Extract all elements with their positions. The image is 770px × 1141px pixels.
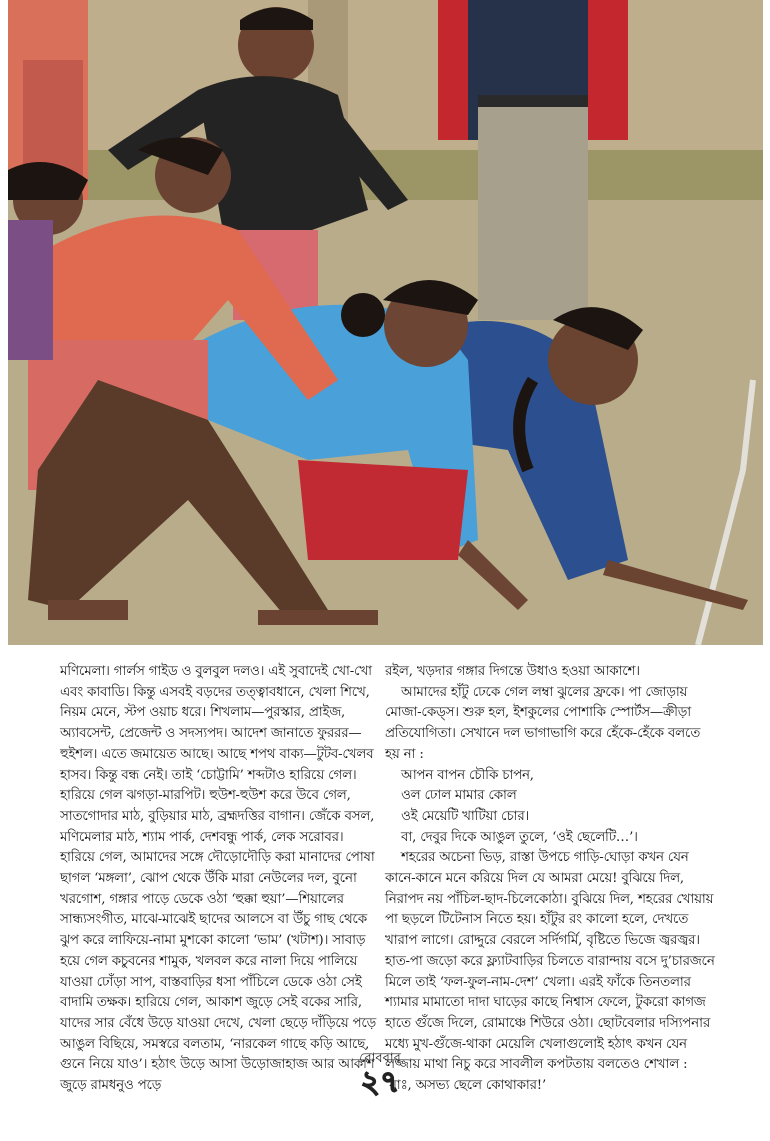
onlooker-left-shawl [23, 60, 83, 180]
magazine-name: রোববার [359, 1051, 401, 1066]
article-paragraph: আমাদের হাঁটু ঢেকে গেল লম্বা ঝুলের ফ্রকে। পা জোড়ায় মোজা-কেড্‌স। শুরু হল, ইশকুলের পোশাকি স্পোর্টস—ক্রীড়া প্রতিযোগিতা। সেখানে দল ভাগাভাগি করে হেঁকে-হেঁকে বলতে হয় না : [385, 684, 701, 762]
article-paragraph: বা, দেবুর দিকে আঙুল তুলে, ‘ওই ছেলেটি…’। [401, 829, 638, 845]
article-column-left [60, 662, 378, 1097]
article-column-right [385, 662, 715, 1097]
page-footer [330, 1050, 430, 1098]
article-paragraph: রইল, খড়দার গঙ্গার দিগন্তে উধাও হওয়া আকাশে। [385, 664, 640, 679]
page-number: ২৭ [360, 1065, 400, 1100]
rhyme-line: ওই মেয়েটি খাটিয়া চোর। [401, 808, 530, 824]
article-photo [8, 0, 763, 645]
rhyme-line: ওল ঢোল মামার কোল [401, 788, 517, 804]
background-wall [8, 0, 763, 150]
article-paragraph: শহরের অচেনা ভিড়, রাস্তা উপচে গাড়ি-ঘোড়া কখন যেন কানে-কানে মনে করিয়ে দিল যে আমরা মেয়ে! বুঝিয়ে দিল, নিরাপদ নয় পাঁচিল-ছাদ-চিলেকোঠা। বুঝিয়ে দিল, শহরের খোয়ায় পা ছড়লে টিটেনাস নিতে হয়। হাঁটুর রং কালো হলে, দেখতে খারাপ লাগে। রোদ্দুরে বেরলে সর্দিগর্মি, বৃষ্টিতে ভিজে জ্বরজ্বর। হাত-পা জড়ো করে ফ্ল্যাটবাড়ির চিলতে বারান্দায় বসে দু’চারজনে মিলে তাই ‘ফল-ফুল-নাম-দেশ’ খেলা। এরই ফাঁকে তিনতলার শ্যামার মামাতো দাদা ঘাড়ের কাছে নিশ্বাস ফেলে, টুকরো কাগজ হাতে গুঁজে দিলে, রোমাঞ্চে শিউরে ওঠা। ছোটবেলার দস্যিপনার মধ্যে মুখ-গুঁজে-থাকা মেয়েলি খেলাগুলোই হঠাৎ কখন যেন লজ্জায় মাথা নিচু করে সাবলীল কপটতায় বলতেও শেখাল : ‘যাঃ, অসভ্য ছেলে কোথাকার!’ [385, 850, 715, 1094]
kabaddi-players-photo [8, 0, 763, 645]
article-paragraph: মণিমেলা। গার্লস গাইড ও বুলবুল দলও। এই সুবাদেই খো-খো এবং কাবাডি। কিন্তু এসবই বড়দের তত্ত্বাবধানে, খেলা শিখে, নিয়ম মেনে, স্টপ ওয়াচ ধরে। শিখলাম—পুরস্কার, প্রাইজ, অ্যাবসেন্ট, প্রেজেন্ট ও সদস্যপদ। আদেশ জানাতে ফুররর—হুইশল। এতে জমায়েত আছে। আছে শপথ বাক্য—টুটব-খেলব হাসব। কিন্তু বন্ধ নেই। তাই ‘চোট্টামি’ শব্দটাও হারিয়ে গেল। হারিয়ে গেল ঝগড়া-মারপিট। হুউশ-হুউশ করে উবে গেল, সাতগোদার মাঠ, বুড়িয়ার মাঠ, ব্রহ্মদত্তির বাগান। জেঁকে বসল, মণিমেলার মাঠ, শ্যাম পার্ক, দেশবন্ধু পার্ক, লেক সরোবর। হারিয়ে গেল, আমাদের সঙ্গে দৌড়োদৌড়ি করা মানাদের পোষা ছাগল ‘মঙ্গলা’, ঝোপ থেকে উঁকি মারা নেউলের দল, বুনো খরগোশ, গঙ্গার পাড়ে ডেকে ওঠা ‘হুক্কা হুয়া’—শিয়ালের সান্ধ্যসংগীত, মাঝে-মাঝেই ছাদের আলসে বা উঁচু গাছ থেকে ঝুপ করে লাফিয়ে-নামা মুশকো কালো ‘ভাম’ (খটাশ)। সাবাড় হয়ে গেল কচুবনের শামুক, খলবল করে নালা দিয়ে পালিয়ে যাওয়া ঢোঁড়া সাপ, বাস্তবাড়ির ধসা পাঁচিলে ডেকে ওঠা সেই বাদামি তক্ষক। হারিয়ে গেল, আকাশ জুড়ে সেই বকের সারি, যাদের সার বেঁধে উড়ে যাওয়া দেখে, খেলা ছেড়ে দাঁড়িয়ে পড়ে আঙুল বিছিয়ে, সমস্বরে বলতাম, ‘নারকেল গাছে কড়ি আছে, গুনে নিয়ে যাও’। হঠাৎ উড়ে আসা উড়োজাহাজ আর আকাশ জুড়ে রামধনুও পড়ে [60, 664, 377, 1094]
rhyme-line: আপন বাপন চৌকি চাপন, [401, 767, 534, 783]
